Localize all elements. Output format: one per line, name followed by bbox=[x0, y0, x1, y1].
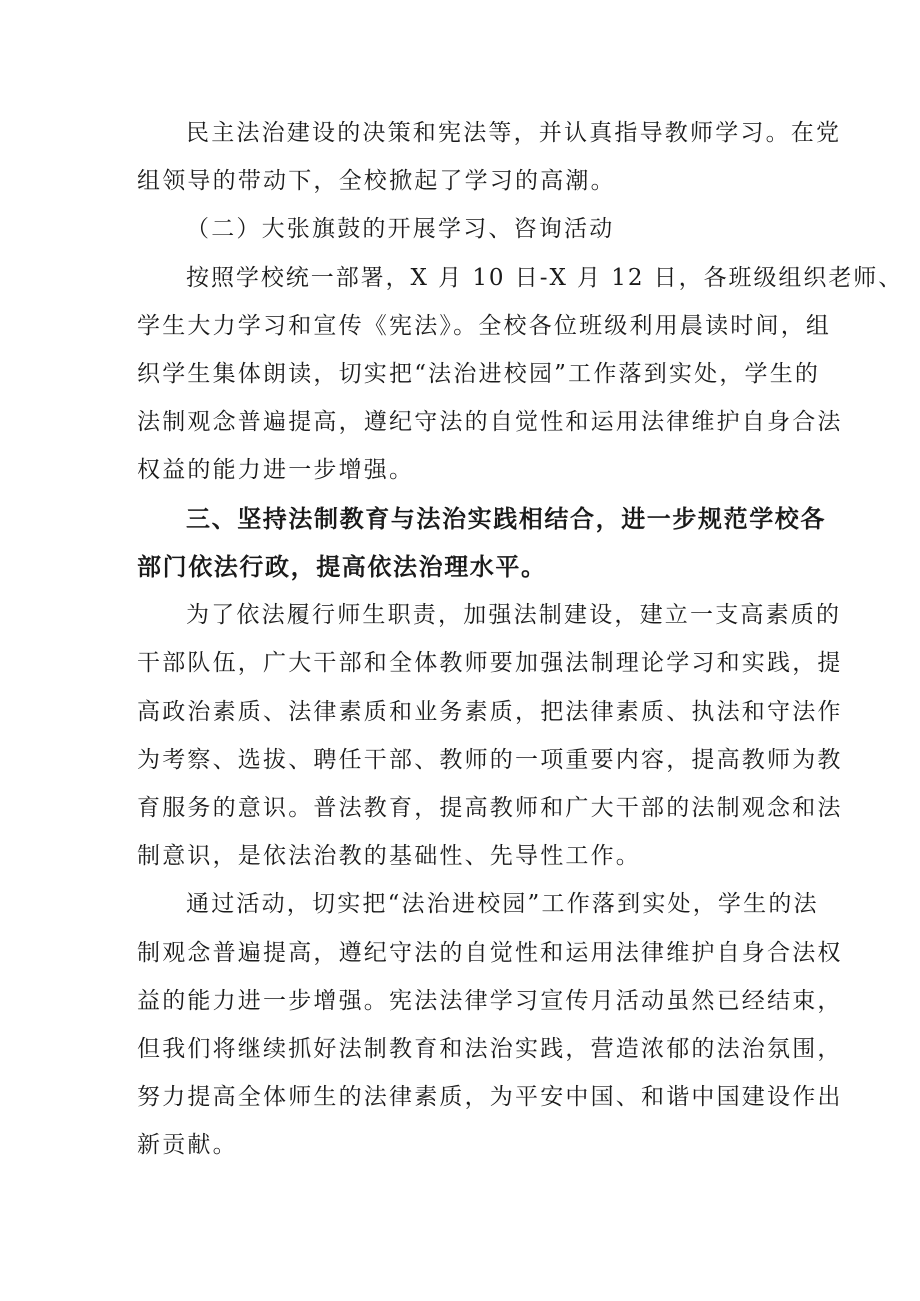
body-text-line: 新贡献。 bbox=[137, 1132, 238, 1158]
body-text-line: 努力提高全体师生的法律素质，为平安中国、和谐中国建设作出 bbox=[137, 1084, 843, 1110]
body-text-line: 为了依法履行师生职责，加强法制建设，建立一支高素质的 bbox=[186, 602, 842, 628]
body-text-line: 组领导的带动下，全校掀起了学习的高潮。 bbox=[137, 168, 616, 194]
body-text-line: 学生大力学习和宣传《宪法》。全校各位班级利用晨读时间，组 bbox=[137, 313, 832, 339]
body-text-line: 制观念普遍提高，遵纪守法的自觉性和运用法律维护自身合法权 bbox=[137, 940, 843, 966]
body-text-line: 通过活动，切实把“法治进校园”工作落到实处，学生的法 bbox=[186, 891, 819, 917]
body-text-line: 为考察、选拔、聘任干部、教师的一项重要内容，提高教师为教 bbox=[137, 747, 843, 773]
body-text-line: 但我们将继续抓好法制教育和法治实践，营造浓郁的法治氛围， bbox=[137, 1036, 843, 1062]
body-text-line: 制意识，是依法治教的基础性、先导性工作。 bbox=[137, 843, 641, 869]
body-text-line: 育服务的意识。普法教育，提高教师和广大干部的法制观念和法 bbox=[137, 795, 843, 821]
body-text-line: 益的能力进一步增强。宪法法律学习宣传月活动虽然已经结束， bbox=[137, 988, 843, 1014]
section-heading: 部门依法行政，提高依法治理水平。 bbox=[137, 553, 547, 581]
body-text-line: 民主法治建设的决策和宪法等，并认真指导教师学习。在党 bbox=[186, 120, 842, 146]
subsection-heading: （二）大张旗鼓的开展学习、咨询活动 bbox=[186, 216, 615, 242]
section-heading: 三、坚持法制教育与法治实践相结合，进一步规范学校各 bbox=[186, 505, 826, 533]
body-text-line: 干部队伍，广大干部和全体教师要加强法制理论学习和实践，提 bbox=[137, 650, 843, 676]
body-text-line: 法制观念普遍提高，遵纪守法的自觉性和运用法律维护自身合法 bbox=[137, 409, 843, 435]
body-text-line: 按照学校统一部署，X 月 10 日-X 月 12 日，各班级组织老师、 bbox=[186, 265, 904, 291]
body-text-line: 织学生集体朗读，切实把“法治进校园”工作落到实处，学生的 bbox=[137, 361, 821, 387]
body-text-line: 高政治素质、法律素质和业务素质，把法律素质、执法和守法作 bbox=[137, 699, 843, 725]
body-text-line: 权益的能力进一步增强。 bbox=[137, 457, 415, 483]
